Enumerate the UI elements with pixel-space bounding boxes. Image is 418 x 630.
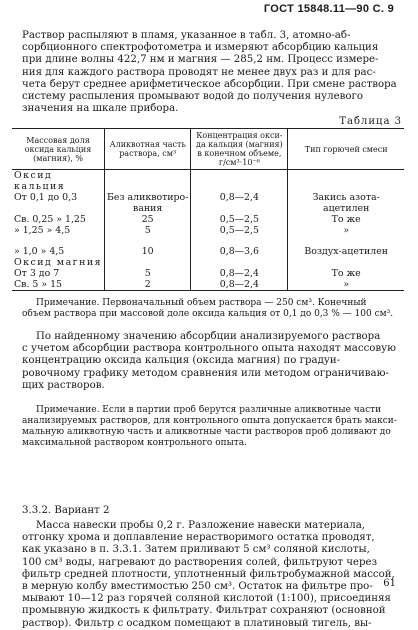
table-cell: Св. 5 » 15 xyxy=(12,279,105,291)
text-line: ния для каждого раствора проводят не менее двух раз и для рас- xyxy=(22,66,376,78)
text-line: систему распыления промывают водой до получения нулевого xyxy=(22,91,363,103)
variant2-paragraph xyxy=(22,520,402,630)
text-line: раствор). Фильтр с осадком помещают в платиновый тигель, вы- xyxy=(22,617,372,629)
text-line: промывную жидкость к фильтрату. Фильтрат сохраняют (основной xyxy=(22,605,386,617)
table-cell: 0,5—2,5 xyxy=(191,225,288,236)
text-line: ровочному графику методом сравнения или методом ограничиваю- xyxy=(22,367,389,379)
column-header: Массовая доля оксида кальция (магния), % xyxy=(12,129,105,170)
table-cell xyxy=(288,257,404,268)
table-note xyxy=(22,298,402,320)
table-cell: » 1,0 » 4,5 xyxy=(14,246,65,258)
text-line: при длине волны 422,7 нм и магния — 285,2 нм. Процесс измере- xyxy=(22,54,379,66)
table-row xyxy=(12,246,404,257)
table-cell: 0,8—2,4 xyxy=(191,192,288,203)
text-line: сорбционного спектрофотометра и измеряют абсорбцию кальция xyxy=(22,42,379,54)
column-header: Аликвотная часть раствора, см³ xyxy=(105,129,191,170)
table-cell: Оксид магния xyxy=(14,257,103,269)
table-cell: 25 xyxy=(105,214,191,225)
text-line: щих растворов. xyxy=(22,379,105,391)
table-cell xyxy=(105,236,191,246)
table-cell xyxy=(12,236,105,246)
table-cell xyxy=(105,257,191,268)
table-cell xyxy=(12,203,105,214)
table-row xyxy=(12,214,404,225)
page-header: ГОСТ 15848.11—90 С. 9 xyxy=(263,3,394,15)
table-cell: То же xyxy=(288,214,404,225)
text-line: анализируемых растворов, для контрольного опыта допускается брать макси- xyxy=(22,416,397,426)
text-line: Примечание. Первоначальный объем раствора — 250 см³. Конечный xyxy=(36,298,367,308)
table-cell: 2 xyxy=(105,279,191,291)
table-header-row xyxy=(12,129,404,170)
table-cell: От 0,1 до 0,3 xyxy=(14,192,78,203)
table-cell: » xyxy=(288,279,404,291)
table-cell xyxy=(105,181,191,192)
table-cell: Воздух-ацетилен xyxy=(288,246,404,257)
text-line: объем раствора при массовой доле оксида кальция от 0,1 до 0,3 % — 100 см³. xyxy=(22,309,394,319)
text-line: чета берут среднее арифметическое абсорбции. При смене раствора xyxy=(22,78,397,90)
table-cell: вания xyxy=(105,203,191,214)
table-cell: » xyxy=(288,225,404,236)
table-cell: Оксид xyxy=(14,170,53,181)
table-caption: Таблица 3 xyxy=(339,116,402,127)
table-cell: Без аликвотиро- xyxy=(105,192,191,203)
table-cell xyxy=(288,170,404,182)
text-line: По найденному значению абсорбции анализируемого раствора xyxy=(36,331,381,342)
table-cell: 5 xyxy=(105,268,191,279)
table-row xyxy=(12,236,404,246)
table-cell: 0,8—2,4 xyxy=(191,268,288,279)
table-row xyxy=(12,279,404,291)
table-cell: 0,5—2,5 xyxy=(191,214,288,225)
text-line: с учетом абсорбции раствора контрольного опыта находят массовую xyxy=(22,343,397,355)
table-cell: кальция xyxy=(14,181,66,192)
text-line: концентрацию оксида кальция (оксида магния) по градуи- xyxy=(22,355,341,367)
text-line: Масса навески пробы 0,2 г. Разложение навески материала, xyxy=(36,520,366,531)
text-line: мывают 10—12 раз горячей соляной кислотой (1:100), присоединяя xyxy=(22,593,391,605)
table-cell: » 1,25 » 4,5 xyxy=(14,225,71,236)
table-3 xyxy=(12,128,404,291)
table-cell xyxy=(191,203,288,214)
table-row xyxy=(12,203,404,214)
table-row xyxy=(12,192,404,203)
table-cell: ацетилен xyxy=(288,203,404,214)
table-row xyxy=(12,170,404,182)
text-line: в мерную колбу вместимостью 250 см³. Остаток на фильтре про- xyxy=(22,581,373,593)
table-cell xyxy=(105,170,191,182)
table-cell: Закись азота- xyxy=(288,192,404,203)
table-row xyxy=(12,225,404,236)
table-cell: 5 xyxy=(105,225,191,236)
text-line: отгонку хрома и доплавление нерастворимого остатка проводят, xyxy=(22,532,375,544)
page-number: 61 xyxy=(383,578,396,589)
table-row xyxy=(12,181,404,192)
table-cell xyxy=(191,236,288,246)
text-line: 100 см³ воды, нагревают до растворения солей, фильтруют через xyxy=(22,556,378,568)
table-row xyxy=(12,268,404,279)
intro-paragraph xyxy=(22,30,402,115)
table-cell xyxy=(191,257,288,268)
table-cell xyxy=(288,236,404,246)
aliquot-note xyxy=(22,405,402,449)
table-cell: 10 xyxy=(105,246,191,257)
text-line: как указано в п. 3.3.1. Затем приливают 5 см³ соляной кислоты, xyxy=(22,544,370,556)
text-line: мальную аликвотную часть и аликвотные части растворов проб доливают до xyxy=(22,427,391,437)
column-header: Концентрация окси-да кальция (магния) в конечном объеме, г/см³·10⁻⁶ xyxy=(191,129,288,170)
text-line: Раствор распыляют в пламя, указанное в табл. 3, атомно-аб- xyxy=(22,30,351,41)
text-line: Примечание. Если в партии проб берутся различные аликвотные части xyxy=(36,405,382,415)
table-cell: 0,8—3,6 xyxy=(191,246,288,257)
text-line: фильтр средней плотности, уплотненный фильтробумажной массой, xyxy=(22,568,395,580)
table-cell: То же xyxy=(288,268,404,279)
table-cell xyxy=(191,170,288,182)
text-line: максимальной раствором контрольного опыта. xyxy=(22,438,247,448)
table-cell xyxy=(191,181,288,192)
table-cell: От 3 до 7 xyxy=(14,268,60,280)
table-cell: 0,8—2,4 xyxy=(191,279,288,291)
text-line: значения на шкале прибора. xyxy=(22,103,179,115)
result-paragraph xyxy=(22,331,402,392)
table-row xyxy=(12,257,404,268)
table-cell xyxy=(288,181,404,192)
column-header: Тип горючей смеси xyxy=(288,129,404,170)
table-cell: Св. 0,25 » 1,25 xyxy=(14,214,86,225)
section-heading: 3.3.2. Вариант 2 xyxy=(22,505,110,516)
